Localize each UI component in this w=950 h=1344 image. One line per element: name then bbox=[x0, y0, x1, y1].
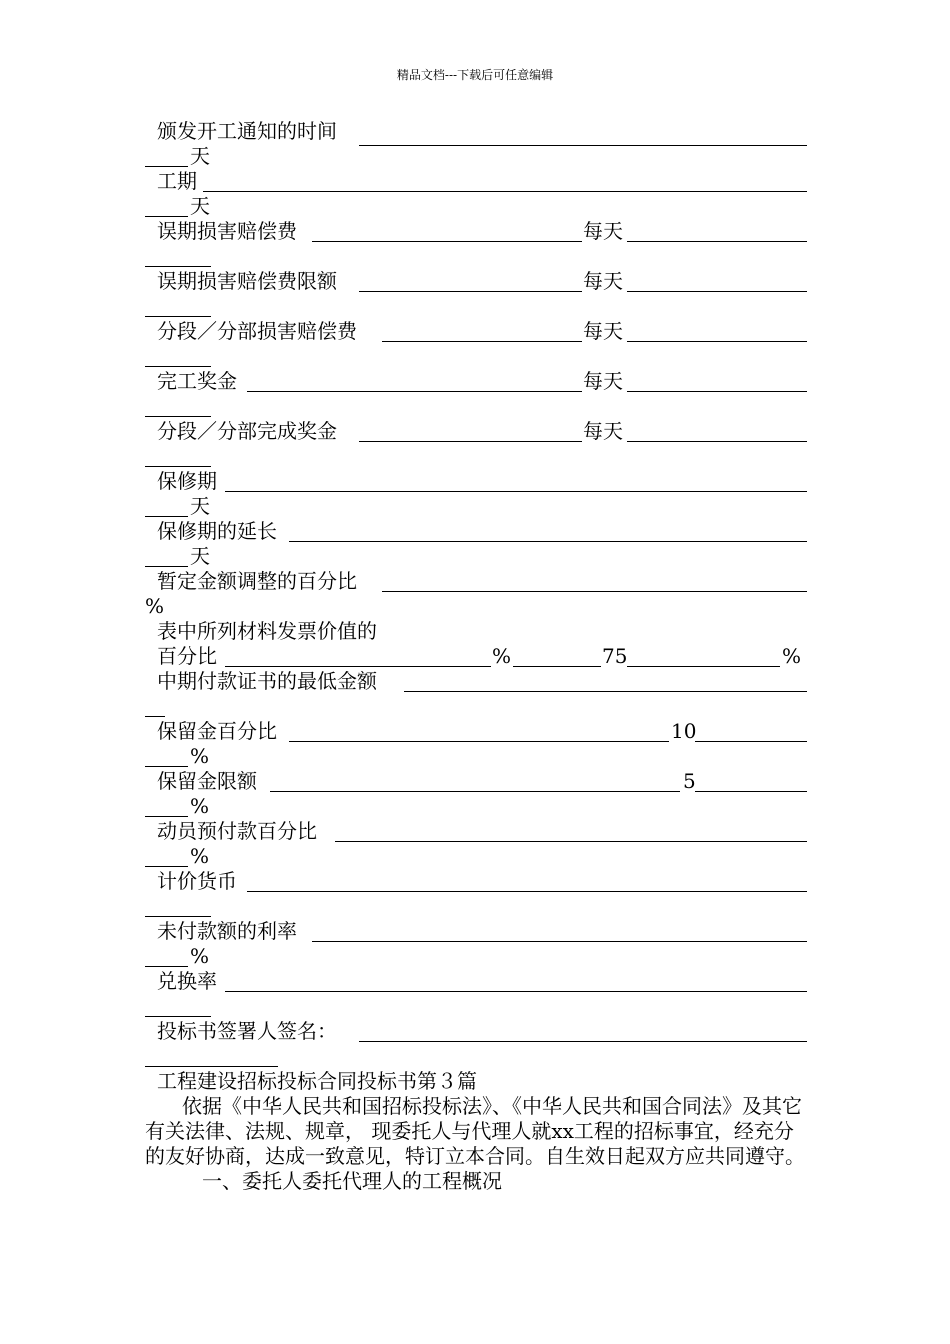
field-label: 计价货币 bbox=[157, 869, 237, 893]
field-delay-damages-limit bbox=[145, 269, 807, 294]
unit-text: 天 bbox=[190, 194, 210, 218]
unit-text: % bbox=[190, 794, 210, 818]
mid-text: 每天 bbox=[583, 419, 623, 443]
field-label: 中期付款证书的最低金额 bbox=[157, 669, 377, 693]
field-continuation bbox=[145, 744, 807, 769]
field-label: 兑换率 bbox=[157, 969, 217, 993]
blank-line bbox=[627, 341, 807, 342]
mid-text: 每天 bbox=[583, 269, 623, 293]
blank-line bbox=[145, 866, 188, 867]
blank-line bbox=[145, 966, 188, 967]
unit-text: 天 bbox=[190, 494, 210, 518]
blank-line bbox=[145, 716, 165, 717]
field-label: 暂定金额调整的百分比 bbox=[157, 569, 357, 593]
field-duration bbox=[145, 169, 807, 194]
mid-text: 每天 bbox=[583, 369, 623, 393]
blank-line bbox=[145, 266, 211, 267]
mid-text: 每天 bbox=[583, 219, 623, 243]
field-materials bbox=[145, 644, 807, 669]
blank-line bbox=[695, 791, 807, 792]
field-notice-time bbox=[145, 119, 807, 144]
field-label: 分段／分部损害赔偿费 bbox=[157, 319, 357, 343]
field-retention-percent bbox=[145, 719, 807, 744]
blank-line bbox=[145, 566, 188, 567]
field-continuation bbox=[145, 694, 807, 719]
field-completion-bonus bbox=[145, 369, 807, 394]
field-label: 动员预付款百分比 bbox=[157, 819, 317, 843]
field-provisional-percent bbox=[145, 569, 807, 594]
field-continuation bbox=[145, 444, 807, 469]
blank-line bbox=[289, 541, 807, 542]
field-continuation bbox=[145, 544, 807, 569]
field-continuation bbox=[145, 394, 807, 419]
field-label: 投标书签署人签名： bbox=[157, 1019, 337, 1043]
blank-line bbox=[225, 666, 491, 667]
field-label: 保修期 bbox=[157, 469, 217, 493]
mid-text: 每天 bbox=[583, 319, 623, 343]
blank-line bbox=[359, 291, 582, 292]
field-continuation bbox=[145, 494, 807, 519]
contract-paragraph: 依据《中华人民共和国招标投标法》、《中华人民共和国合同法》及其它有关法律、法规、规章， 现委托人与代理人就xx工程的招标事宜，经充分的友好协商，达成一致意见，特订立本合同。自生效日起双方应共同遵守。 bbox=[145, 1094, 805, 1168]
field-warranty bbox=[145, 469, 807, 494]
blank-line bbox=[382, 591, 807, 592]
unit-text: % bbox=[190, 744, 210, 768]
field-continuation bbox=[145, 944, 807, 969]
blank-line bbox=[359, 1041, 807, 1042]
field-label: 误期损害赔偿费 bbox=[157, 219, 297, 243]
field-continuation bbox=[145, 844, 807, 869]
field-continuation bbox=[145, 344, 807, 369]
blank-line bbox=[627, 666, 780, 667]
field-label: 未付款额的利率 bbox=[157, 919, 297, 943]
unit-text: 天 bbox=[190, 544, 210, 568]
blank-line bbox=[382, 341, 582, 342]
field-retention-limit bbox=[145, 769, 807, 794]
field-continuation bbox=[145, 294, 807, 319]
field-label: 误期损害赔偿费限额 bbox=[157, 269, 337, 293]
blank-line bbox=[312, 941, 807, 942]
blank-line bbox=[627, 441, 807, 442]
field-mobilization bbox=[145, 819, 807, 844]
blank-line bbox=[145, 766, 188, 767]
blank-line bbox=[404, 691, 807, 692]
blank-line bbox=[312, 241, 582, 242]
field-currency bbox=[145, 869, 807, 894]
blank-line bbox=[145, 366, 211, 367]
section-title bbox=[145, 1069, 807, 1094]
field-materials-label bbox=[145, 619, 807, 644]
blank-line bbox=[289, 741, 669, 742]
field-continuation bbox=[145, 244, 807, 269]
field-continuation bbox=[145, 144, 807, 169]
field-min-payment bbox=[145, 669, 807, 694]
blank-line bbox=[145, 416, 211, 417]
blank-line bbox=[270, 791, 680, 792]
blank-line bbox=[225, 991, 807, 992]
field-label: 分段／分部完成奖金 bbox=[157, 419, 337, 443]
value-text: 75 bbox=[602, 644, 628, 668]
field-section-damages bbox=[145, 319, 807, 344]
unit-text: 天 bbox=[190, 144, 210, 168]
value-text: 10 bbox=[671, 719, 697, 743]
field-exchange-rate bbox=[145, 969, 807, 994]
field-continuation bbox=[145, 994, 807, 1019]
blank-line bbox=[145, 316, 211, 317]
blank-line bbox=[627, 391, 807, 392]
field-label: 百分比 bbox=[157, 644, 217, 668]
blank-line bbox=[145, 1066, 278, 1067]
unit-text: % bbox=[190, 944, 210, 968]
blank-line bbox=[145, 466, 211, 467]
blank-line bbox=[627, 291, 807, 292]
subheading bbox=[145, 1169, 807, 1194]
field-label: 保留金限额 bbox=[157, 769, 257, 793]
blank-line bbox=[145, 816, 188, 817]
field-continuation bbox=[145, 894, 807, 919]
blank-line bbox=[145, 516, 188, 517]
blank-line bbox=[145, 916, 211, 917]
field-continuation bbox=[145, 794, 807, 819]
field-continuation bbox=[145, 1044, 807, 1069]
section-title-text: 工程建设招标投标合同投标书第３篇 bbox=[157, 1069, 477, 1093]
blank-line bbox=[145, 216, 188, 217]
field-label: 工期 bbox=[157, 169, 197, 193]
blank-line bbox=[247, 891, 807, 892]
field-delay-damages bbox=[145, 219, 807, 244]
blank-line bbox=[145, 166, 188, 167]
field-signature bbox=[145, 1019, 807, 1044]
percent-text: % bbox=[782, 644, 802, 668]
field-label: 表中所列材料发票价值的 bbox=[157, 619, 377, 643]
field-label: 保修期的延长 bbox=[157, 519, 277, 543]
blank-line bbox=[335, 841, 807, 842]
percent-text: % bbox=[492, 644, 512, 668]
blank-line bbox=[359, 441, 582, 442]
blank-line bbox=[695, 741, 807, 742]
document-body bbox=[145, 119, 807, 1194]
blank-line bbox=[145, 1016, 211, 1017]
value-text: 5 bbox=[683, 769, 696, 793]
field-warranty-extension bbox=[145, 519, 807, 544]
field-continuation bbox=[145, 194, 807, 219]
field-continuation bbox=[145, 594, 807, 619]
blank-line bbox=[225, 491, 807, 492]
subheading-text: 一、委托人委托代理人的工程概况 bbox=[202, 1169, 502, 1193]
blank-line bbox=[203, 191, 807, 192]
unit-text: % bbox=[190, 844, 210, 868]
field-section-bonus bbox=[145, 419, 807, 444]
unit-text: % bbox=[145, 594, 165, 618]
blank-line bbox=[247, 391, 582, 392]
blank-line bbox=[627, 241, 807, 242]
field-interest-rate bbox=[145, 919, 807, 944]
field-label: 完工奖金 bbox=[157, 369, 237, 393]
field-label: 颁发开工通知的时间 bbox=[157, 119, 337, 143]
page-header: 精品文档---下载后可任意编辑 bbox=[396, 68, 554, 82]
blank-line bbox=[513, 666, 601, 667]
field-label: 保留金百分比 bbox=[157, 719, 277, 743]
